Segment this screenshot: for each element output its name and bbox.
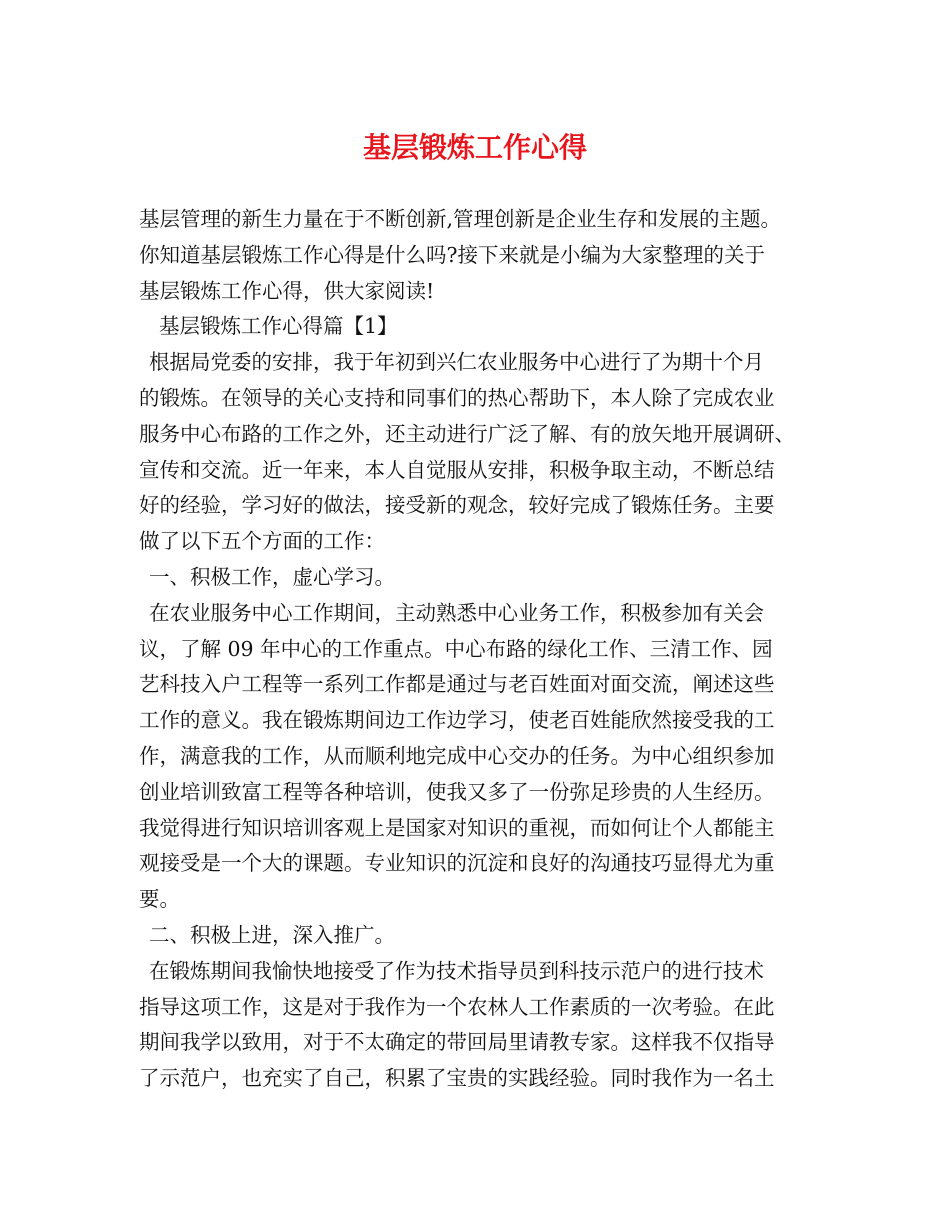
- text-line: 在农业服务中心工作期间，主动熟悉中心业务工作，积极参加有关会: [149, 600, 764, 625]
- text-line: 在锻炼期间我愉快地接受了作为技术指导员到科技示范户的进行技术: [149, 958, 764, 983]
- text-line: 基层管理的新生力量在于不断创新,管理创新是企业生存和发展的主题。: [139, 207, 782, 231]
- text-line: 服务中心布路的工作之外，还主动进行广泛了解、有的放矢地开展调研、: [139, 421, 795, 446]
- text-line: 好的经验，学习好的做法，接受新的观念，较好完成了锻炼任务。主要: [139, 493, 775, 518]
- text-line: 你知道基层锻炼工作心得是什么吗?接下来就是小编为大家整理的关于: [139, 242, 765, 267]
- document-body: [139, 202, 829, 1097]
- text-line: 二、积极上进，深入推广。: [149, 922, 395, 947]
- text-line: 宣传和交流。近一年来，本人自觉服从安排，积极争取主动，不断总结: [139, 457, 775, 482]
- text-line: 指导这项工作，这是对于我作为一个农林人工作素质的一次考验。在此: [139, 994, 775, 1019]
- text-line: 作，满意我的工作，从而顺利地完成中心交办的任务。为中心组织参加: [139, 743, 775, 768]
- text-line: 一、积极工作，虚心学习。: [149, 564, 395, 589]
- text-line: 议，了解 09 年中心的工作重点。中心布路的绿化工作、三清工作、园: [139, 636, 773, 661]
- text-line: 要。: [139, 887, 180, 912]
- text-line: 创业培训致富工程等各种培训，使我又多了一份弥足珍贵的人生经历。: [139, 779, 775, 804]
- text-line: 基层锻炼工作心得，供大家阅读!: [139, 278, 435, 303]
- text-line: 基层锻炼工作心得篇【1】: [159, 314, 398, 339]
- text-line: 做了以下五个方面的工作：: [139, 529, 385, 554]
- text-line: 的锻炼。在领导的关心支持和同事们的热心帮助下，本人除了完成农业: [139, 385, 775, 410]
- text-line: 根据局党委的安排，我于年初到兴仁农业服务中心进行了为期十个月: [149, 350, 764, 375]
- text-line: 艺科技入户工程等一系列工作都是通过与老百姓面对面交流，阐述这些: [139, 672, 775, 697]
- text-line: 工作的意义。我在锻炼期间边工作边学习，使老百姓能欣然接受我的工: [139, 708, 775, 733]
- text-line: 了示范户，也充实了自己，积累了宝贵的实践经验。同时我作为一名土: [139, 1066, 775, 1091]
- text-line: 观接受是一个大的课题。专业知识的沉淀和良好的沟通技巧显得尤为重: [139, 851, 775, 876]
- text-line: 我觉得进行知识培训客观上是国家对知识的重视，而如何让个人都能主: [139, 815, 775, 840]
- text-line: 期间我学以致用，对于不太确定的带回局里请教专家。这样我不仅指导: [139, 1030, 775, 1055]
- document-title: 基层锻炼工作心得: [362, 131, 587, 164]
